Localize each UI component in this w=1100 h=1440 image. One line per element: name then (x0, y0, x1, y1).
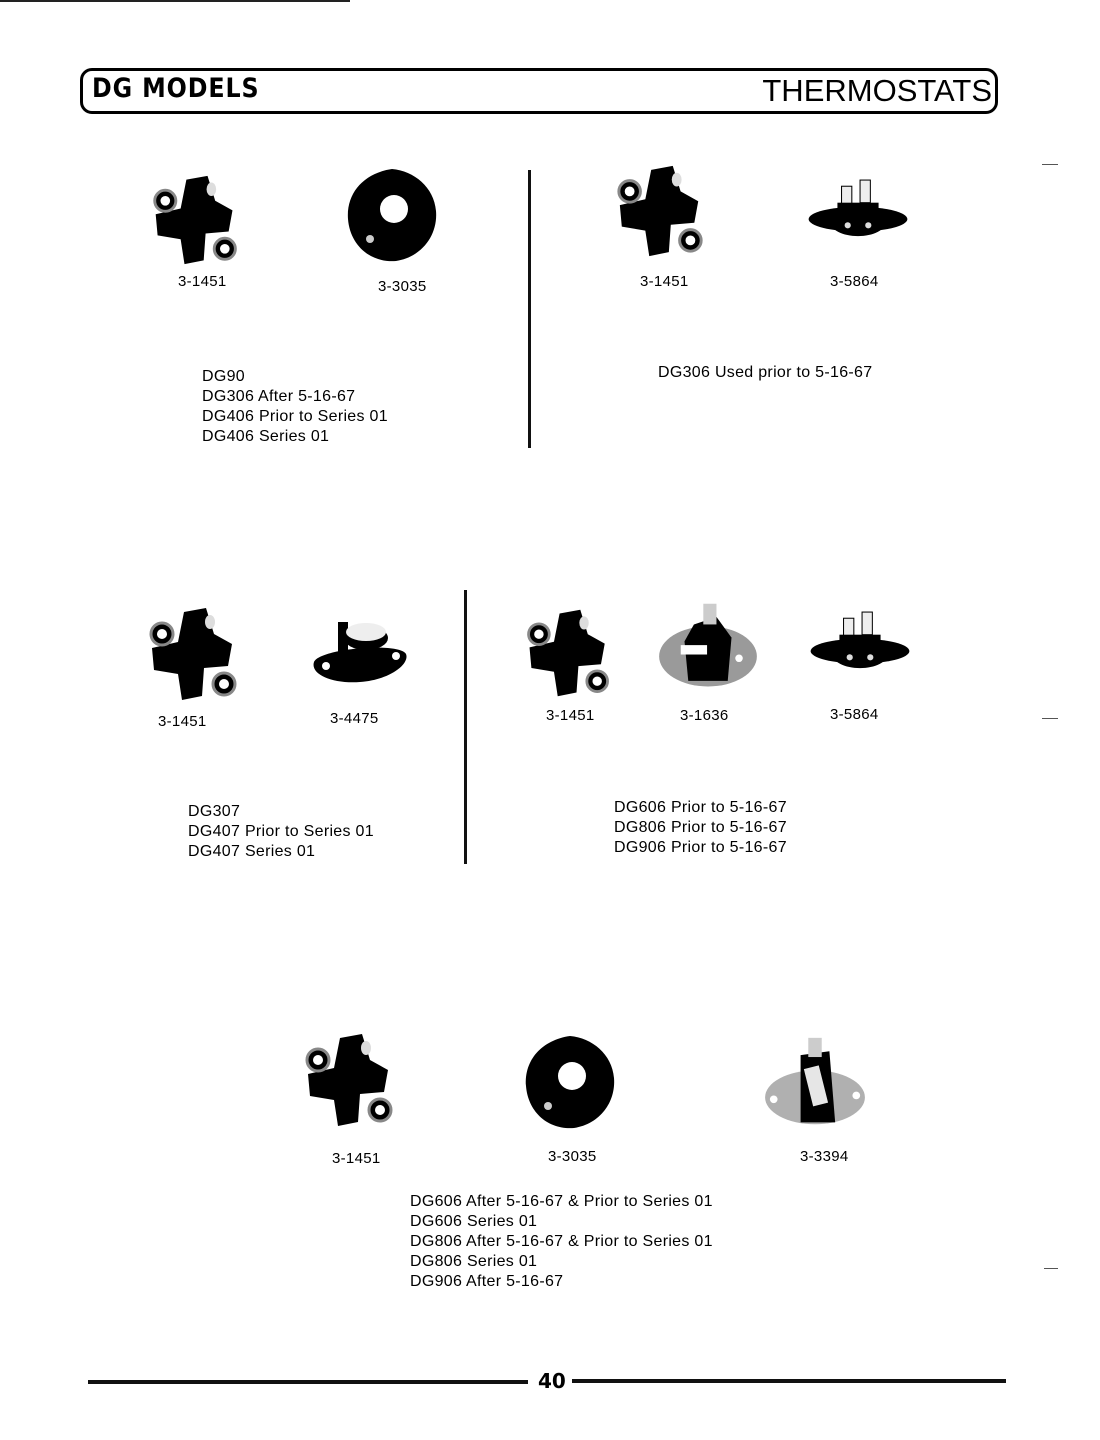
thermostat-disc-icon (520, 1032, 620, 1132)
part-number-label: 3-1451 (158, 713, 207, 730)
part-number-label: 3-3035 (378, 278, 427, 295)
part-image-3-1451 (300, 1030, 400, 1130)
thermostat-cross-icon (300, 1030, 400, 1130)
part-image-3-1636 (656, 600, 760, 694)
model-list (202, 367, 388, 447)
section-divider (528, 170, 531, 448)
part-image-3-3394 (762, 1034, 868, 1130)
header-left-title: DG MODELS (92, 73, 260, 104)
model-line: DG307 (188, 803, 241, 820)
page-number: 40 (538, 1369, 566, 1393)
thermostat-oval-flange-icon (762, 1034, 868, 1130)
model-line: DG306 Used prior to 5-16-67 (658, 364, 873, 381)
model-line: DG406 Prior to Series 01 (202, 408, 388, 425)
thermostat-cross-icon (144, 604, 244, 704)
part-number-label: 3-1451 (640, 273, 689, 290)
thermostat-cross-icon (522, 606, 616, 700)
model-line: DG806 Series 01 (410, 1253, 538, 1270)
model-line: DG806 After 5-16-67 & Prior to Series 01 (410, 1233, 713, 1250)
part-image-3-1451 (148, 172, 244, 268)
part-number-label: 3-1451 (178, 273, 227, 290)
part-image-3-5864 (806, 178, 910, 250)
part-number-label: 3-1451 (332, 1150, 381, 1167)
model-line: DG90 (202, 368, 245, 385)
thermostat-dome-icon (808, 610, 912, 682)
thermostat-flange-icon (310, 612, 410, 692)
part-image-3-3035 (342, 165, 442, 265)
part-number-label: 3-1636 (680, 707, 729, 724)
model-list (658, 363, 872, 383)
model-list (188, 802, 374, 862)
scan-top-edge-line (0, 0, 350, 2)
thermostat-dome-icon (806, 178, 910, 250)
model-list (614, 798, 787, 858)
part-number-label: 3-5864 (830, 273, 879, 290)
model-list (410, 1192, 713, 1292)
part-image-3-1451 (522, 606, 616, 700)
model-line: DG906 Prior to 5-16-67 (614, 839, 787, 856)
model-line: DG606 Series 01 (410, 1213, 538, 1230)
footer-rule-left (88, 1380, 528, 1384)
thermostat-cross-icon (148, 172, 244, 268)
model-line: DG606 Prior to 5-16-67 (614, 799, 787, 816)
part-number-label: 3-3035 (548, 1148, 597, 1165)
part-number-label: 3-4475 (330, 710, 379, 727)
model-line: DG407 Series 01 (188, 843, 316, 860)
model-line: DG406 Series 01 (202, 428, 330, 445)
scan-edge-mark (1042, 718, 1058, 719)
thermostat-cross-icon (612, 162, 710, 260)
thermostat-oval-icon (656, 600, 760, 694)
model-line: DG306 After 5-16-67 (202, 388, 356, 405)
model-line: DG906 After 5-16-67 (410, 1273, 564, 1290)
model-line: DG606 After 5-16-67 & Prior to Series 01 (410, 1193, 713, 1210)
model-line: DG407 Prior to Series 01 (188, 823, 374, 840)
part-image-3-4475 (310, 612, 410, 692)
footer-rule-right (572, 1379, 1006, 1383)
scan-edge-mark (1042, 164, 1058, 165)
part-image-3-1451 (144, 604, 244, 704)
part-number-label: 3-5864 (830, 706, 879, 723)
thermostat-disc-icon (342, 165, 442, 265)
header-right-title: THERMOSTATS (762, 73, 992, 108)
part-image-3-1451 (612, 162, 710, 260)
part-image-3-5864 (808, 610, 912, 682)
section-divider (464, 590, 467, 864)
scan-edge-mark (1044, 1268, 1058, 1269)
part-image-3-3035 (520, 1032, 620, 1132)
part-number-label: 3-3394 (800, 1148, 849, 1165)
part-number-label: 3-1451 (546, 707, 595, 724)
model-line: DG806 Prior to 5-16-67 (614, 819, 787, 836)
